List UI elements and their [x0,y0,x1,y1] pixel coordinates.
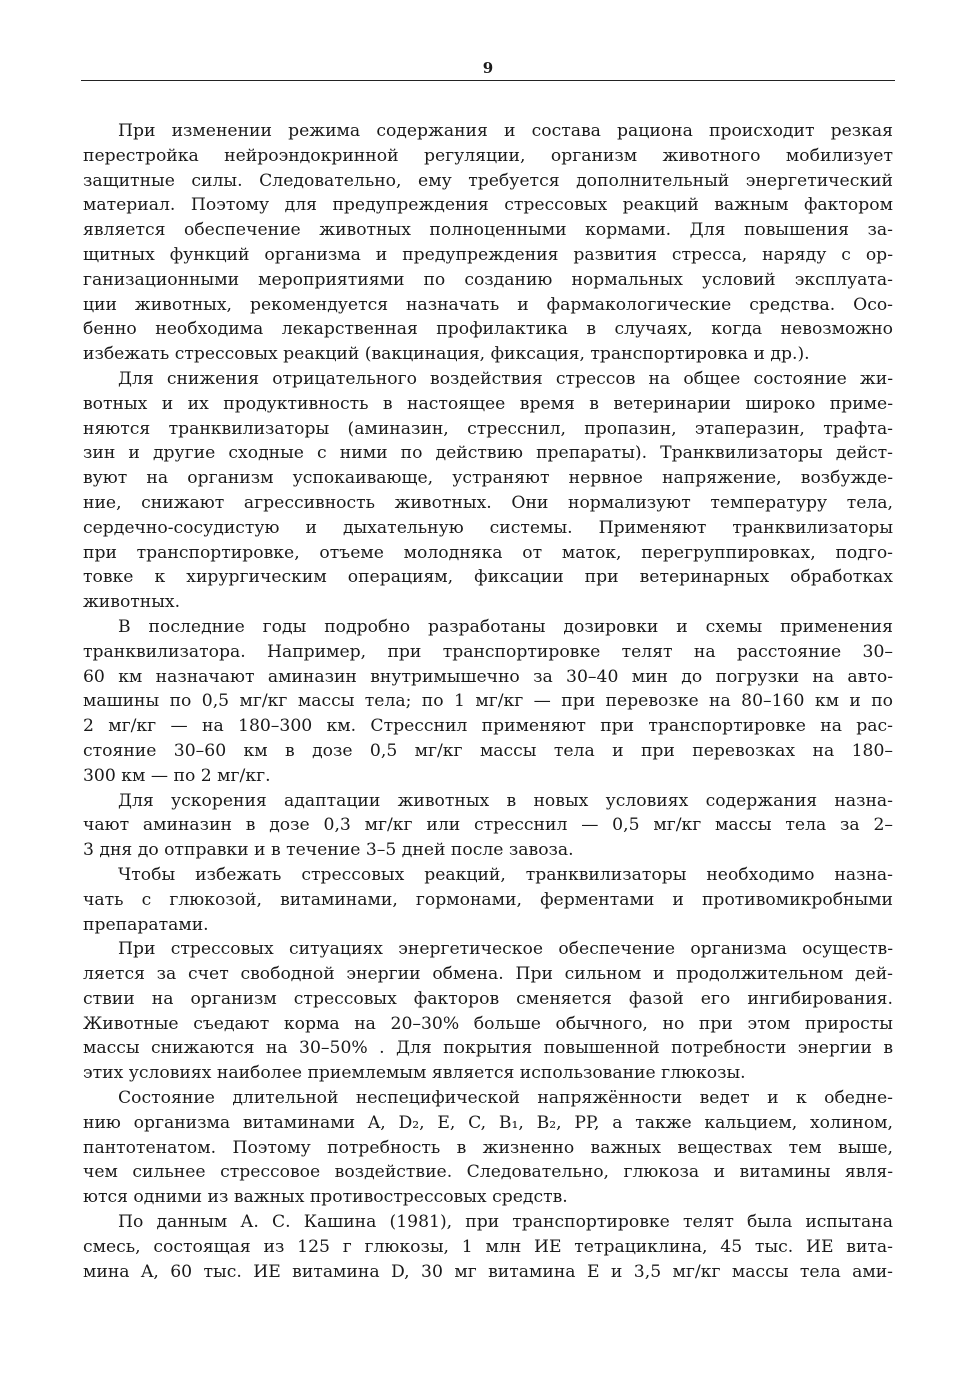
text-line: ганизационными мероприятиями по созданию нормальных условий эксплуата- [83,269,893,290]
text-line: ляется за счет свободной энергии обмена. При сильном и продолжительном дей- [83,964,893,985]
text-line: товке к хирургическим операциям, фиксации при ветеринарных обработках [83,567,893,588]
page-body-text [83,119,893,1284]
text-line: Состояние длительной неспецифической напряжённости ведет и к обедне- [118,1088,893,1109]
text-line: чать с глюкозой, витаминами, гормонами, ферментами и противомикробными [83,889,893,910]
text-line: щитных функций организма и предупреждения развития стресса, наряду с ор- [83,244,893,265]
text-line: В последние годы подробно разработаны дозировки и схемы применения [118,616,893,637]
text-line: При стрессовых ситуациях энергетическое обеспечение организма осуществ- [118,939,893,960]
text-line: защитные силы. Следовательно, ему требуется дополнительный энергетический [83,170,893,191]
paragraph [83,119,893,367]
text-line: этих условиях наиболее приемлемым является использование глюкозы. [83,1063,746,1084]
text-line: массы снижаются на 30–50% . Для покрытия повышенной потребности энергии в [83,1038,893,1059]
text-line: при транспортировке, отъеме молодняка от маток, перегруппировках, подго- [83,542,893,563]
text-line: перестройка нейроэндокринной регуляции, организм животного мобилизует [83,145,893,166]
text-line: зин и другие сходные с ними по действию препараты). Транквилизаторы дейст- [83,443,893,464]
text-line: препаратами. [83,914,209,935]
text-line: избежать стрессовых реакций (вакцинация, фиксация, транспортировка и др.). [83,344,810,365]
paragraph [83,937,893,1086]
paragraph [83,615,893,789]
text-line: стояние 30–60 км в дозе 0,5 мг/кг массы тела и при перевозках на 180– [83,740,893,761]
text-line: 3 дня до отправки и в течение 3–5 дней после завоза. [83,840,574,861]
text-line: ствии на организм стрессовых факторов сменяется фазой его ингибирования. [83,988,893,1009]
text-line: чают аминазин в дозе 0,3 мг/кг или стресснил — 0,5 мг/кг массы тела за 2– [83,815,893,836]
text-line: Для снижения отрицательного воздействия стрессов на общее состояние жи- [118,368,893,389]
text-line: няются транквилизаторы (аминазин, стресснил, пропазин, этаперазин, трафта- [83,418,893,439]
text-line: бенно необходима лекарственная профилактика в случаях, когда невозможно [83,319,893,340]
text-line: транквилизатора. Например, при транспортировке телят на расстояние 30– [83,641,893,662]
text-line: 2 мг/кг — на 180–300 км. Стресснил применяют при транспортировке на рас- [83,716,893,737]
paragraph [83,863,893,937]
paragraph [83,789,893,863]
text-line: материал. Поэтому для предупреждения стрессовых реакций важным фактором [83,195,893,216]
page-number: 9 [482,59,494,77]
text-line: ются одними из важных противострессовых средств. [83,1187,568,1208]
text-line: При изменении режима содержания и состава рациона происходит резкая [118,121,893,141]
text-line: является обеспечение животных полноценными кормами. Для повышения за- [83,220,893,241]
text-line: машины по 0,5 мг/кг массы тела; по 1 мг/кг — при перевозке на 80–160 км и по [83,691,893,712]
text-line: чем сильнее стрессовое воздействие. Следовательно, глюкоза и витамины явля- [83,1162,893,1183]
paragraph [83,1210,893,1284]
text-line: мина A, 60 тыс. ИЕ витамина D, 30 мг витамина E и 3,5 мг/кг массы тела ами- [83,1261,893,1282]
page-header [81,56,895,81]
text-line: Чтобы избежать стрессовых реакций, транквилизаторы необходимо назна- [118,864,893,885]
text-line: 300 км — по 2 мг/кг. [83,765,271,786]
paragraph [83,1086,893,1210]
text-line: нию организма витаминами A, D₂, E, C, B₁, B₂, PP, а также кальцием, холином, [83,1112,893,1133]
text-line: вуют на организм успокаивающе, устраняют нервное напряжение, возбужде- [83,468,893,489]
text-line: 60 км назначают аминазин внутримышечно за 30–40 мин до погрузки на авто- [83,666,893,687]
paragraph [83,367,893,615]
text-line: ции животных, рекомендуется назначать и фармакологические средства. Осо- [83,294,893,315]
text-line: сердечно-сосудистую и дыхательную системы. Применяют транквилизаторы [83,517,893,538]
text-line: Для ускорения адаптации животных в новых условиях содержания назна- [118,790,893,811]
text-line: ние, снижают агрессивность животных. Они нормализуют температуру тела, [83,492,893,513]
text-line: пантотенатом. Поэтому потребность в жизненно важных веществах тем выше, [83,1137,893,1158]
text-line: смесь, состоящая из 125 г глюкозы, 1 млн ИЕ тетрациклина, 45 тыс. ИЕ вита- [83,1236,893,1257]
text-line: По данным А. С. Кашина (1981), при транспортировке телят была испытана [118,1212,893,1233]
text-line: животных. [83,592,181,613]
text-line: вотных и их продуктивность в настоящее время в ветеринарии широко приме- [83,393,893,414]
text-line: Животные съедают корма на 20–30% больше обычного, но при этом приросты [83,1013,893,1034]
